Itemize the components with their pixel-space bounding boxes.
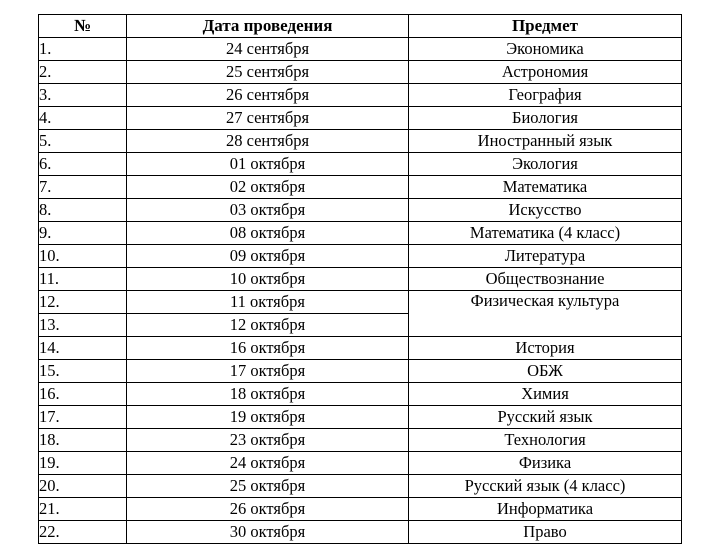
table-row <box>39 61 682 84</box>
table-row <box>39 268 682 291</box>
row-number: 8. <box>39 199 127 222</box>
table-row <box>39 176 682 199</box>
row-subject: Обществознание <box>409 268 682 291</box>
table-row <box>39 406 682 429</box>
table-row <box>39 360 682 383</box>
row-number: 22. <box>39 521 127 544</box>
row-date: 02 октября <box>127 176 409 199</box>
row-number: 12. <box>39 291 127 314</box>
row-number: 19. <box>39 452 127 475</box>
table-row <box>39 521 682 544</box>
row-subject: ОБЖ <box>409 360 682 383</box>
row-date: 19 октября <box>127 406 409 429</box>
row-subject: Математика <box>409 176 682 199</box>
olympiad-schedule-table <box>38 14 682 544</box>
row-date: 10 октября <box>127 268 409 291</box>
table-row <box>39 199 682 222</box>
row-date: 25 октября <box>127 475 409 498</box>
row-number: 13. <box>39 314 127 337</box>
table-row <box>39 498 682 521</box>
row-number: 10. <box>39 245 127 268</box>
row-subject: Экономика <box>409 38 682 61</box>
row-subject: Право <box>409 521 682 544</box>
row-subject: История <box>409 337 682 360</box>
table-row <box>39 383 682 406</box>
row-date: 28 сентября <box>127 130 409 153</box>
row-date: 03 октября <box>127 199 409 222</box>
row-date: 24 сентября <box>127 38 409 61</box>
row-number: 21. <box>39 498 127 521</box>
row-number: 4. <box>39 107 127 130</box>
row-subject: Иностранный язык <box>409 130 682 153</box>
row-date: 11 октября <box>127 291 409 314</box>
row-date: 16 октября <box>127 337 409 360</box>
row-subject: Искусство <box>409 199 682 222</box>
row-subject: Информатика <box>409 498 682 521</box>
row-number: 18. <box>39 429 127 452</box>
row-number: 2. <box>39 61 127 84</box>
table-header-row <box>39 15 682 38</box>
row-date: 26 октября <box>127 498 409 521</box>
table-row <box>39 107 682 130</box>
row-number: 7. <box>39 176 127 199</box>
table-row <box>39 130 682 153</box>
table-row <box>39 452 682 475</box>
row-subject: Биология <box>409 107 682 130</box>
row-number: 20. <box>39 475 127 498</box>
row-subject: Русский язык (4 класс) <box>409 475 682 498</box>
row-date: 27 сентября <box>127 107 409 130</box>
table-row <box>39 153 682 176</box>
row-subject: Математика (4 класс) <box>409 222 682 245</box>
row-subject: Технология <box>409 429 682 452</box>
row-number: 3. <box>39 84 127 107</box>
row-number: 6. <box>39 153 127 176</box>
row-subject: География <box>409 84 682 107</box>
row-date: 30 октября <box>127 521 409 544</box>
row-date: 24 октября <box>127 452 409 475</box>
table-row <box>39 475 682 498</box>
table-row <box>39 337 682 360</box>
table-row <box>39 222 682 245</box>
table-row <box>39 245 682 268</box>
row-date: 01 октября <box>127 153 409 176</box>
row-number: 1. <box>39 38 127 61</box>
row-subject-merged: Физическая культура <box>409 291 682 337</box>
row-number: 16. <box>39 383 127 406</box>
row-date: 26 сентября <box>127 84 409 107</box>
header-date: Дата проведения <box>127 15 409 38</box>
row-date: 18 октября <box>127 383 409 406</box>
row-date: 08 октября <box>127 222 409 245</box>
row-number: 14. <box>39 337 127 360</box>
row-date: 25 сентября <box>127 61 409 84</box>
row-number: 11. <box>39 268 127 291</box>
row-number: 9. <box>39 222 127 245</box>
row-number: 5. <box>39 130 127 153</box>
row-number: 17. <box>39 406 127 429</box>
row-subject: Физика <box>409 452 682 475</box>
header-number: № <box>39 15 127 38</box>
row-date: 23 октября <box>127 429 409 452</box>
table-row <box>39 429 682 452</box>
header-subject: Предмет <box>409 15 682 38</box>
row-subject: Литература <box>409 245 682 268</box>
row-date: 17 октября <box>127 360 409 383</box>
table-row <box>39 38 682 61</box>
row-subject: Астрономия <box>409 61 682 84</box>
row-date: 09 октября <box>127 245 409 268</box>
row-subject: Русский язык <box>409 406 682 429</box>
table-row <box>39 291 682 314</box>
row-number: 15. <box>39 360 127 383</box>
row-subject: Химия <box>409 383 682 406</box>
row-date: 12 октября <box>127 314 409 337</box>
table-row <box>39 84 682 107</box>
row-subject: Экология <box>409 153 682 176</box>
